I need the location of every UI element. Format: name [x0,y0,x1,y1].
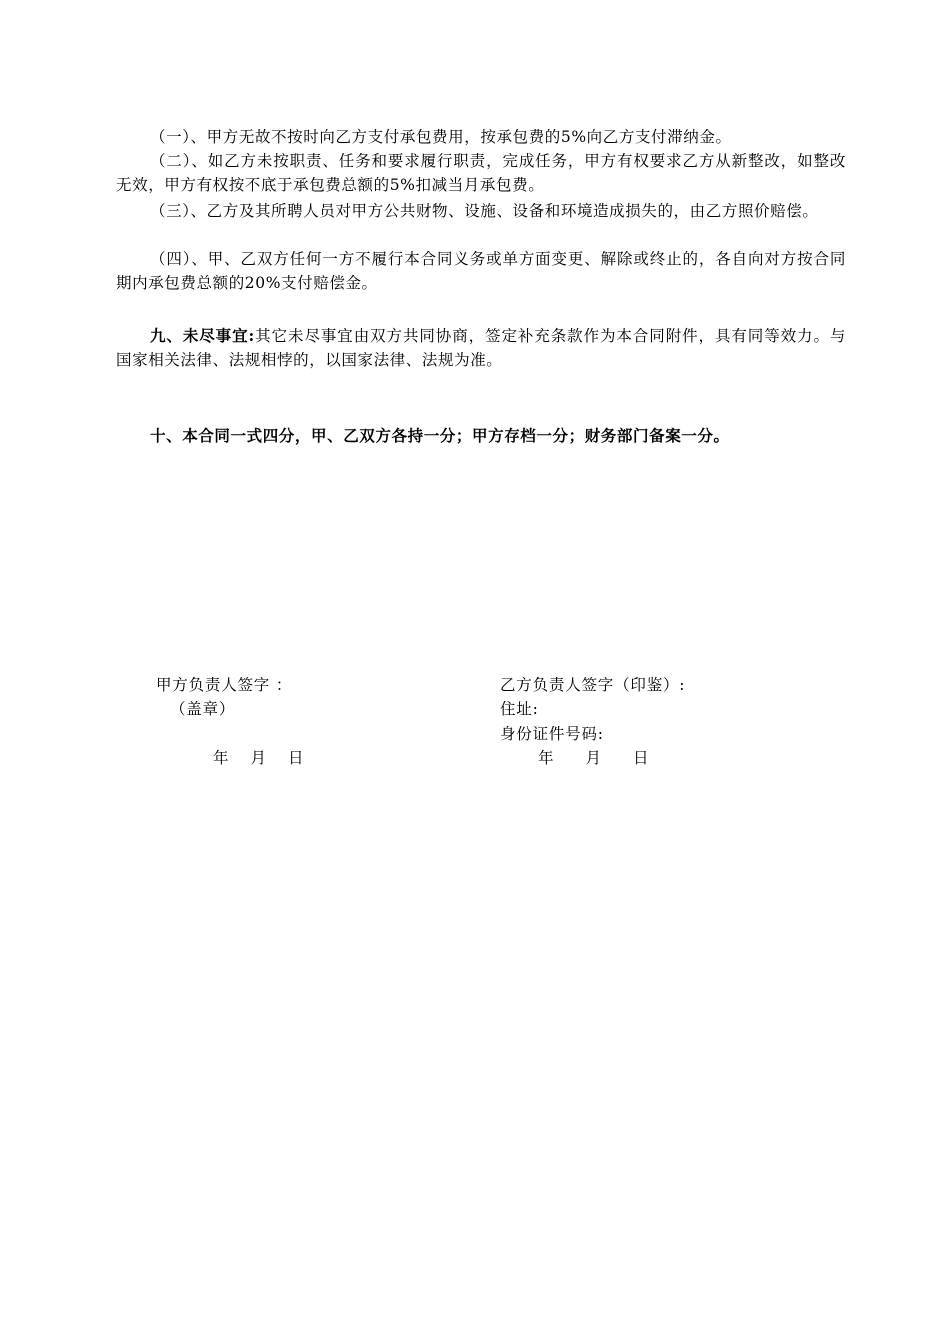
party-b-day: 日 [633,749,649,767]
penalty-item-4: （四）、甲、乙双方任何一方不履行本合同义务或单方面变更、解除或终止的，各自向对方按合同期内承包费总额的20%支付赔偿金。 [116,250,846,292]
party-b-year: 年 [538,749,554,767]
penalty-item-2: （二）、如乙方未按职责、任务和要求履行职责，完成任务，甲方有权要求乙方从新整改，如整改无效，甲方有权按不底于承包费总额的5%扣减当月承包费。 [116,152,846,194]
party-b-id-label: 身份证件号码: [500,725,604,743]
party-a-date [213,746,304,770]
penalty-item-3: （三）、乙方及其所聘人员对甲方公共财物、设施、设备和环境造成损失的，由乙方照价赔偿。 [150,202,819,220]
party-a-month: 月 [250,749,267,767]
penalty-item-1: （一）、甲方无故不按时向乙方支付承包费用，按承包费的5%向乙方支付滞纳金。 [150,128,732,146]
party-b-date [538,746,649,770]
section-nine [116,324,846,372]
party-b-month: 月 [585,749,602,767]
section-ten: 十、本合同一式四分，甲、乙双方各持一分；甲方存档一分；财务部门备案一分。 [150,426,730,445]
section-nine-heading: 九、未尽事宜: [150,326,255,345]
party-a-year: 年 [213,749,229,767]
party-a-day: 日 [288,749,304,767]
party-a-seal-label: （盖章） [170,700,236,718]
party-b-sign-label: 乙方负责人签字（印鉴）: [500,676,686,694]
party-a-sign-label: 甲方负责人签字 ： [156,676,293,694]
party-b-address-label: 住址: [500,700,539,718]
section-nine-body: 其它未尽事宜由双方共同协商，签定补充条款作为本合同附件，具有同等效力。与国家相关法律、法规相悖的，以国家法律、法规为准。 [116,327,846,369]
